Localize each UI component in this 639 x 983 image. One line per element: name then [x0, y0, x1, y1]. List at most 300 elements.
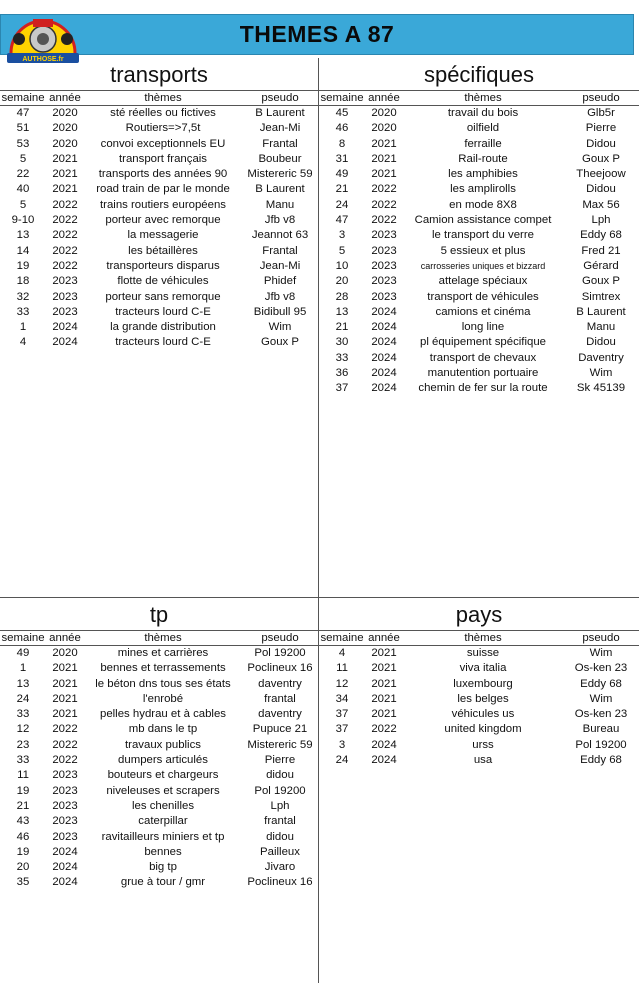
- cell-semaine: 53: [16, 137, 30, 150]
- cell-theme: transport de chevaux: [429, 351, 537, 364]
- cell-pseudo: Bureau: [582, 723, 620, 736]
- table-row: [319, 722, 639, 737]
- cell-semaine: 33: [16, 305, 30, 318]
- table-row: [0, 799, 318, 814]
- cell-theme: les belges: [457, 692, 509, 705]
- cell-semaine: 43: [16, 815, 30, 828]
- table-row: [319, 661, 639, 676]
- cell-semaine: 19: [16, 845, 30, 858]
- cell-theme: long line: [461, 321, 505, 334]
- cell-annee: 2022: [52, 198, 78, 211]
- table-row: [319, 106, 639, 122]
- cell-theme: transport de véhicules: [427, 290, 539, 303]
- col-header-pseudo: pseudo: [563, 631, 639, 646]
- cell-semaine: 28: [335, 290, 349, 303]
- cell-semaine: 11: [17, 769, 29, 782]
- cell-theme: tracteurs lourd C-E: [115, 336, 211, 349]
- cell-pseudo: B Laurent: [255, 107, 305, 119]
- cell-pseudo: Glb5r: [587, 107, 615, 119]
- table-row: [0, 274, 318, 289]
- cell-theme: les amplirolls: [450, 183, 516, 196]
- cell-theme: travaux publics: [125, 738, 201, 751]
- cell-theme: attelage spéciaux: [438, 275, 528, 288]
- table-row: [0, 290, 318, 305]
- cell-semaine: 9-10: [11, 214, 35, 227]
- cell-semaine: 4: [338, 647, 346, 659]
- cell-theme: sté réelles ou fictives: [110, 107, 216, 119]
- col-header-themes: thèmes: [84, 91, 242, 106]
- cell-pseudo: frantal: [264, 815, 296, 828]
- section-transports: [0, 58, 319, 598]
- cell-pseudo: Pierre: [264, 754, 296, 767]
- cell-semaine: 13: [335, 305, 349, 318]
- cell-pseudo: Frantal: [262, 137, 298, 150]
- cell-annee: 2024: [371, 754, 397, 767]
- cell-theme: bennes: [144, 845, 182, 858]
- cell-pseudo: Eddy 68: [580, 229, 622, 242]
- cell-annee: 2023: [52, 305, 78, 318]
- table-row: [0, 875, 318, 890]
- table-row: [319, 381, 639, 396]
- cell-semaine: 11: [336, 662, 348, 675]
- table-row: [0, 661, 318, 676]
- cell-theme: le transport du verre: [432, 229, 534, 242]
- table-row: [0, 707, 318, 722]
- cell-semaine: 4: [19, 336, 27, 349]
- cell-theme: urss: [472, 738, 494, 751]
- cell-semaine: 36: [335, 367, 349, 380]
- cell-annee: 2020: [52, 647, 78, 659]
- cell-pseudo: Max 56: [582, 198, 620, 211]
- table-row: [319, 290, 639, 305]
- cell-pseudo: Mistereric 59: [247, 168, 313, 181]
- cell-semaine: 46: [16, 830, 30, 843]
- cell-annee: 2024: [371, 351, 397, 364]
- cell-annee: 2021: [371, 168, 397, 181]
- cell-annee: 2024: [52, 876, 78, 889]
- cell-annee: 2022: [52, 229, 78, 242]
- table-row: [0, 244, 318, 259]
- cell-semaine: 21: [16, 799, 30, 812]
- table-row: [0, 784, 318, 799]
- table-row: [0, 646, 318, 662]
- cell-annee: 2023: [371, 244, 397, 257]
- cell-pseudo: Wim: [589, 367, 613, 380]
- cell-annee: 2022: [52, 754, 78, 767]
- cell-pseudo: didou: [266, 769, 294, 782]
- cell-semaine: 12: [335, 677, 349, 690]
- cell-annee: 2023: [52, 275, 78, 288]
- cell-annee: 2024: [52, 861, 78, 874]
- cell-theme: tracteurs lourd C-E: [115, 305, 211, 318]
- cell-pseudo: Poclineux 16: [247, 662, 313, 675]
- cell-pseudo: Frantal: [262, 244, 298, 257]
- col-header-annee: année: [46, 631, 84, 646]
- col-header-pseudo: pseudo: [242, 91, 318, 106]
- cell-annee: 2021: [371, 137, 397, 150]
- cell-theme: 5 essieux et plus: [440, 244, 526, 257]
- cell-pseudo: frantal: [264, 692, 296, 705]
- table-row: [0, 768, 318, 783]
- cell-theme: la messagerie: [127, 229, 199, 242]
- table-row: [0, 198, 318, 213]
- col-header-themes: thèmes: [403, 91, 563, 106]
- cell-pseudo: Jivaro: [264, 861, 296, 874]
- table-row: [319, 335, 639, 350]
- cell-semaine: 13: [16, 229, 30, 242]
- cell-theme: suisse: [466, 647, 500, 659]
- table-row: [319, 677, 639, 692]
- cell-annee: 2024: [52, 336, 78, 349]
- section-title: tp: [149, 602, 169, 627]
- cell-semaine: 33: [335, 351, 349, 364]
- table-row: [0, 106, 318, 122]
- cell-annee: 2024: [371, 321, 397, 334]
- cell-annee: 2021: [371, 708, 397, 721]
- cell-pseudo: Didou: [586, 183, 616, 196]
- cell-pseudo: Wim: [589, 692, 613, 705]
- cell-semaine: 24: [335, 198, 349, 211]
- themes-table: [319, 90, 639, 397]
- cell-annee: 2023: [52, 290, 78, 303]
- cell-annee: 2022: [371, 198, 397, 211]
- table-row: [0, 722, 318, 737]
- cell-semaine: 34: [335, 692, 349, 705]
- cell-theme: transporteurs disparus: [106, 259, 220, 272]
- cell-theme: ravitailleurs miniers et tp: [101, 830, 225, 843]
- cell-annee: 2020: [52, 137, 78, 150]
- cell-semaine: 13: [16, 677, 30, 690]
- cell-pseudo: Jean-Mi: [259, 122, 301, 135]
- cell-annee: 2024: [371, 336, 397, 349]
- cell-theme: Routiers=>7,5t: [125, 122, 201, 135]
- cell-semaine: 23: [16, 738, 30, 751]
- cell-theme: mines et carrières: [117, 647, 209, 659]
- cell-semaine: 1: [19, 662, 27, 675]
- cell-annee: 2020: [52, 122, 78, 135]
- table-row: [0, 692, 318, 707]
- table-row: [0, 259, 318, 274]
- cell-theme: la grande distribution: [110, 321, 216, 334]
- col-header-annee: année: [46, 91, 84, 106]
- col-header-themes: thèmes: [84, 631, 242, 646]
- cell-theme: bennes et terrassements: [100, 662, 226, 675]
- cell-annee: 2024: [371, 382, 397, 395]
- cell-annee: 2022: [52, 214, 78, 227]
- cell-pseudo: Lph: [591, 214, 611, 227]
- cell-pseudo: B Laurent: [576, 305, 626, 318]
- table-row: [319, 259, 639, 274]
- section-title: spécifiques: [423, 62, 535, 87]
- table-row: [0, 137, 318, 152]
- cell-annee: 2024: [371, 305, 397, 318]
- cell-pseudo: Sk 45139: [576, 382, 626, 395]
- cell-pseudo: daventry: [258, 708, 302, 721]
- cell-theme: mb dans le tp: [128, 723, 198, 736]
- cell-semaine: 8: [338, 137, 346, 150]
- section-tp: [0, 598, 319, 983]
- cell-theme: les bétaillères: [128, 244, 198, 257]
- col-header-semaine: semaine: [1, 632, 45, 644]
- cell-pseudo: Manu: [265, 198, 295, 211]
- cell-annee: 2024: [371, 738, 397, 751]
- table-row: [0, 830, 318, 845]
- cell-annee: 2023: [52, 830, 78, 843]
- cell-theme: big tp: [149, 861, 177, 874]
- col-header-semaine: semaine: [1, 92, 45, 104]
- table-row: [0, 213, 318, 228]
- cell-semaine: 3: [338, 738, 346, 751]
- cell-theme: niveleuses et scrapers: [106, 784, 220, 797]
- cell-theme: chemin de fer sur la route: [418, 382, 548, 395]
- cell-theme: convoi exceptionnels EU: [100, 137, 226, 150]
- cell-pseudo: Poclineux 16: [247, 876, 313, 889]
- cell-theme: flotte de véhicules: [117, 275, 209, 288]
- cell-annee: 2022: [371, 723, 397, 736]
- cell-pseudo: didou: [266, 830, 294, 843]
- cell-pseudo: Jean-Mi: [259, 259, 301, 272]
- cell-annee: 2022: [52, 259, 78, 272]
- table-row: [319, 646, 639, 662]
- cell-pseudo: Gérard: [583, 259, 619, 272]
- table-row: [319, 152, 639, 167]
- cell-pseudo: Pierre: [585, 122, 617, 135]
- table-row: [0, 167, 318, 182]
- cell-semaine: 33: [16, 754, 30, 767]
- cell-annee: 2024: [52, 845, 78, 858]
- cell-pseudo: Eddy 68: [580, 754, 622, 767]
- cell-theme: viva italia: [459, 662, 507, 675]
- cell-pseudo: Boubeur: [258, 152, 302, 165]
- cell-annee: 2021: [52, 677, 78, 690]
- themes-table: [0, 630, 318, 891]
- table-row: [319, 213, 639, 228]
- cell-annee: 2023: [371, 229, 397, 242]
- cell-theme: en mode 8X8: [449, 198, 517, 211]
- col-header-pseudo: pseudo: [242, 631, 318, 646]
- cell-pseudo: Theejoow: [576, 168, 626, 181]
- table-row: [319, 351, 639, 366]
- cell-pseudo: Phidef: [263, 275, 297, 288]
- cell-pseudo: Wim: [268, 321, 292, 334]
- cell-pseudo: Wim: [589, 647, 613, 659]
- cell-theme: united kingdom: [444, 723, 522, 736]
- table-row: [0, 738, 318, 753]
- table-row: [0, 335, 318, 350]
- table-row: [319, 305, 639, 320]
- cell-annee: 2022: [371, 214, 397, 227]
- cell-theme: dumpers articulés: [118, 754, 208, 767]
- cell-semaine: 5: [338, 244, 346, 257]
- cell-pseudo: Pol 19200: [575, 738, 627, 751]
- cell-theme: les amphibies: [448, 168, 518, 181]
- cell-semaine: 22: [16, 168, 30, 181]
- cell-semaine: 21: [335, 183, 349, 196]
- cell-semaine: 37: [335, 382, 349, 395]
- cell-theme: transport français: [119, 152, 207, 165]
- cell-semaine: 37: [335, 723, 349, 736]
- cell-annee: 2021: [371, 662, 397, 675]
- cell-annee: 2023: [52, 769, 78, 782]
- table-row: [0, 305, 318, 320]
- table-row: [319, 244, 639, 259]
- cell-annee: 2023: [371, 275, 397, 288]
- table-row: [319, 182, 639, 197]
- table-row: [319, 228, 639, 243]
- cell-pseudo: Pol 19200: [254, 647, 306, 659]
- cell-annee: 2023: [371, 259, 397, 272]
- cell-pseudo: Jfb v8: [264, 290, 296, 303]
- cell-semaine: 24: [16, 692, 30, 705]
- cell-semaine: 19: [16, 259, 30, 272]
- cell-semaine: 31: [335, 152, 349, 165]
- table-row: [319, 167, 639, 182]
- table-row: [0, 320, 318, 335]
- cell-pseudo: Fred 21: [581, 244, 621, 257]
- table-row: [0, 228, 318, 243]
- cell-semaine: 10: [335, 259, 349, 272]
- table-row: [0, 182, 318, 197]
- section-specifiques: [319, 58, 639, 598]
- table-row: [0, 121, 318, 136]
- cell-semaine: 49: [16, 647, 30, 659]
- cell-semaine: 47: [16, 107, 30, 119]
- cell-semaine: 14: [16, 244, 30, 257]
- table-row: [0, 845, 318, 860]
- cell-annee: 2023: [52, 799, 78, 812]
- table-row: [319, 707, 639, 722]
- cell-annee: 2023: [371, 290, 397, 303]
- cell-theme: manutention portuaire: [427, 367, 539, 380]
- cell-theme: ferraille: [464, 137, 502, 150]
- cell-pseudo: Pailleux: [260, 845, 300, 858]
- cell-pseudo: Goux P: [582, 275, 620, 288]
- cell-theme: Rail-route: [458, 152, 508, 165]
- cell-pseudo: Didou: [586, 137, 616, 150]
- cell-theme: caterpillar: [138, 815, 188, 828]
- cell-pseudo: Didou: [586, 336, 616, 349]
- cell-theme: porteur avec remorque: [105, 214, 221, 227]
- cell-pseudo: Simtrex: [581, 290, 621, 303]
- page-title: THEMES A 87: [239, 21, 395, 47]
- cell-semaine: 24: [335, 754, 349, 767]
- cell-semaine: 49: [335, 168, 349, 181]
- header-banner: [0, 14, 634, 63]
- cell-annee: 2023: [52, 784, 78, 797]
- table-row: [0, 753, 318, 768]
- cell-theme: road train de par le monde: [96, 183, 230, 196]
- table-row: [319, 738, 639, 753]
- table-row: [319, 320, 639, 335]
- cell-pseudo: Goux P: [582, 152, 620, 165]
- cell-pseudo: daventry: [258, 677, 302, 690]
- cell-theme: oilfield: [466, 122, 500, 135]
- cell-annee: 2023: [52, 815, 78, 828]
- table-row: [319, 692, 639, 707]
- themes-table: [0, 90, 318, 351]
- cell-semaine: 3: [338, 229, 346, 242]
- cell-pseudo: Daventry: [578, 351, 624, 364]
- cell-semaine: 46: [335, 122, 349, 135]
- cell-pseudo: Os-ken 23: [574, 662, 628, 675]
- cell-semaine: 20: [335, 275, 349, 288]
- cell-theme: camions et cinéma: [435, 305, 531, 318]
- cell-theme: pl équipement spécifique: [419, 336, 546, 349]
- cell-semaine: 37: [335, 708, 349, 721]
- cell-annee: 2020: [371, 122, 397, 135]
- col-header-annee: année: [365, 91, 403, 106]
- cell-annee: 2024: [371, 367, 397, 380]
- cell-pseudo: Mistereric 59: [247, 738, 313, 751]
- cell-annee: 2021: [52, 662, 78, 675]
- cell-annee: 2021: [371, 677, 397, 690]
- cell-annee: 2021: [52, 168, 78, 181]
- cell-semaine: 32: [16, 290, 30, 303]
- cell-semaine: 18: [16, 275, 30, 288]
- cell-semaine: 5: [19, 152, 27, 165]
- table-row: [0, 860, 318, 875]
- cell-pseudo: Pupuce 21: [252, 723, 308, 736]
- cell-annee: 2022: [52, 723, 78, 736]
- table-row: [0, 677, 318, 692]
- cell-annee: 2024: [52, 321, 78, 334]
- cell-annee: 2022: [52, 738, 78, 751]
- cell-pseudo: B Laurent: [255, 183, 305, 196]
- table-row: [319, 366, 639, 381]
- cell-theme: Camion assistance compet: [414, 214, 552, 227]
- cell-annee: 2021: [52, 183, 78, 196]
- cell-theme: l'enrobé: [142, 692, 184, 705]
- cell-theme: bouteurs et chargeurs: [107, 769, 219, 782]
- table-row: [319, 753, 639, 768]
- cell-annee: 2021: [52, 692, 78, 705]
- cell-pseudo: Eddy 68: [580, 677, 622, 690]
- cell-semaine: 45: [335, 107, 349, 119]
- col-header-annee: année: [365, 631, 403, 646]
- cell-pseudo: Manu: [586, 321, 616, 334]
- cell-annee: 2022: [371, 183, 397, 196]
- cell-theme: carrosseries uniques et bizzard: [420, 260, 546, 271]
- themes-table: [319, 630, 639, 768]
- cell-theme: grue à tour / gmr: [120, 876, 206, 889]
- cell-theme: les chenilles: [131, 799, 195, 812]
- table-row: [0, 152, 318, 167]
- cell-annee: 2021: [52, 708, 78, 721]
- table-row: [319, 274, 639, 289]
- cell-semaine: 33: [16, 708, 30, 721]
- cell-annee: 2021: [371, 692, 397, 705]
- cell-pseudo: Bidibull 95: [253, 305, 307, 318]
- cell-theme: transports des années 90: [98, 168, 228, 181]
- logo-text: AUTHOSE.fr: [22, 56, 64, 63]
- col-header-semaine: semaine: [320, 632, 364, 644]
- cell-semaine: 30: [335, 336, 349, 349]
- cell-annee: 2021: [371, 647, 397, 659]
- cell-theme: trains routiers européens: [100, 198, 226, 211]
- col-header-themes: thèmes: [403, 631, 563, 646]
- section-title: transports: [110, 62, 208, 87]
- col-header-semaine: semaine: [320, 92, 364, 104]
- table-row: [319, 121, 639, 136]
- cell-theme: le béton dns tous ses états: [95, 677, 231, 690]
- cell-semaine: 40: [16, 183, 30, 196]
- cell-semaine: 47: [335, 214, 349, 227]
- cell-semaine: 20: [16, 861, 30, 874]
- cell-annee: 2020: [52, 107, 78, 119]
- cell-annee: 2020: [371, 107, 397, 119]
- cell-annee: 2022: [52, 244, 78, 257]
- cell-theme: porteur sans remorque: [105, 290, 221, 303]
